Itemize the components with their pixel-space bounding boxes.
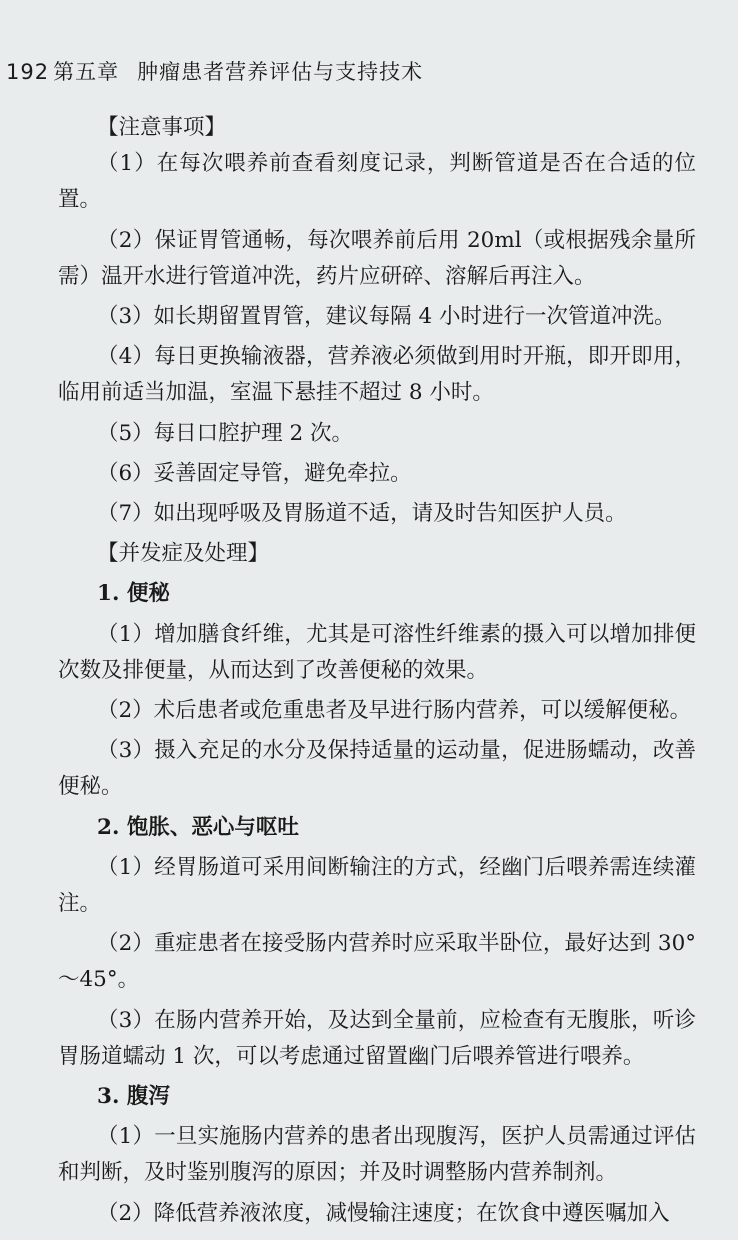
constipation-item-2: （2）术后患者或危重患者及早进行肠内营养，可以缓解便秘。 (97, 698, 692, 724)
notes-item-6: （6）妥善固定导管，避免牵拉。 (97, 460, 412, 486)
complications-heading: 【并发症及处理】 (97, 541, 270, 567)
notes-heading: 【注意事项】 (97, 115, 227, 140)
bloating-item-1: （1）经胃肠道可采用间断输注的方式，经幽门后喂养需连续灌注。 (58, 854, 696, 917)
page-number: 192 (6, 60, 50, 84)
notes-item-4: （4）每日更换输液器，营养液必须做到用时开瓶，即开即用，临用前适当加温，室温下悬挂不超过 8 小时。 (58, 344, 696, 406)
constipation-item-1: （1）增加膳食纤维，尤其是可溶性纤维素的摄入可以增加排便次数及排便量，从而达到了改善便秘的效果。 (58, 621, 696, 683)
bloating-title: 2. 饱胀、恶心与呕吐 (97, 814, 299, 840)
notes-item-5: （5）每日口腔护理 2 次。 (97, 420, 354, 446)
page-body (58, 110, 696, 1232)
bloating-item-3: （3）在肠内营养开始，及达到全量前，应检查有无腹胀，听诊胃肠道蠕动 1 次，可以考虑通过留置幽门后喂养管进行喂养。 (58, 1007, 696, 1069)
diarrhea-item-2: （2）降低营养液浓度，减慢输注速度；在饮食中遵医嘱加入 (97, 1200, 670, 1226)
notes-item-3: （3）如长期留置胃管，建议每隔 4 小时进行一次管道冲洗。 (97, 304, 676, 330)
chapter-title: 肿瘤患者营养评估与支持技术 (137, 60, 424, 84)
chapter-label: 第五章 (53, 60, 120, 84)
running-header (6, 56, 423, 86)
notes-item-1: （1）在每次喂养前查看刻度记录，判断管道是否在合适的位置。 (58, 151, 696, 213)
constipation-item-3: （3）摄入充足的水分及保持适量的运动量，促进肠蠕动，改善便秘。 (58, 738, 696, 800)
diarrhea-item-1: （1）一旦实施肠内营养的患者出现腹泻，医护人员需通过评估和判断，及时鉴别腹泻的原因；并及时调整肠内营养制剂。 (58, 1124, 696, 1186)
notes-item-7: （7）如出现呼吸及胃肠道不适，请及时告知医护人员。 (97, 501, 627, 527)
bloating-item-2: （2）重症患者在接受肠内营养时应采取半卧位，最好达到 30°～45°。 (58, 931, 696, 993)
constipation-title: 1. 便秘 (97, 581, 170, 607)
diarrhea-title: 3. 腹泻 (97, 1084, 170, 1110)
notes-item-2: （2）保证胃管通畅，每次喂养前后用 20ml（或根据残余量所需）温开水进行管道冲洗，药片应研碎、溶解后再注入。 (58, 227, 696, 289)
